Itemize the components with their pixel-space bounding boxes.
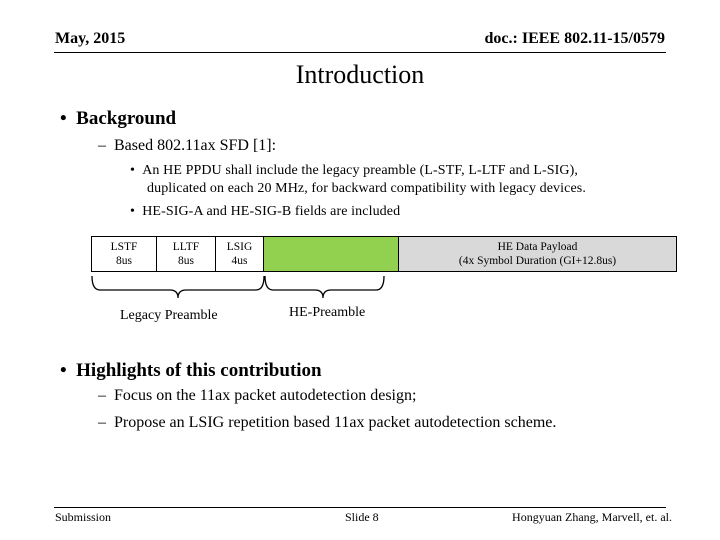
footer-authors: Hongyuan Zhang, Marvell, et. al. [512,510,672,524]
slide-title: Introduction [295,60,425,89]
he-preamble-label: HE-Preamble [289,305,366,320]
field-lltf-dur: 8us [178,255,194,267]
point-1-text: An HE PPDU shall include the legacy preamble (L-STF, L-LTF and L-SIG), [142,163,578,178]
highlight-item-2 [98,414,556,432]
legacy-preamble-label: Legacy Preamble [120,308,218,323]
point-legacy-preamble-cont: duplicated on each 20 MHz, for backward compatibility with legacy devices. [147,181,586,196]
background-label: Background [76,108,177,129]
field-lstf-name: LSTF [110,241,138,253]
dash-marker: – [98,414,114,431]
dot-marker: • [130,204,143,219]
bullet-marker: • [60,360,77,381]
field-lsig-dur: 4us [231,255,248,267]
field-payload-name: HE Data Payload [497,241,578,253]
footer-submission: Submission [55,510,112,524]
header-date: May, 2015 [55,30,126,47]
dash-marker: – [98,387,114,404]
sfd-text: Based 802.11ax SFD [1]: [114,137,277,154]
bullet-highlights [60,360,322,382]
field-lltf-name: LLTF [172,241,200,253]
bullet-marker: • [60,108,77,129]
point-3-text: HE-SIG-A and HE-SIG-B fields are included [142,204,401,219]
field-lsig-name: LSIG [226,241,253,253]
field-lstf-dur: 8us [116,255,132,267]
he-preamble-brace [265,276,384,298]
header-doc-id: doc.: IEEE 802.11-15/0579 [484,30,665,47]
field-payload-dur: (4x Symbol Duration (GI+12.8us) [458,255,617,267]
dash-marker: – [98,137,114,154]
highlights-label: Highlights of this contribution [76,360,322,381]
dot-marker: • [130,163,143,178]
footer-slide-number: Slide 8 [345,510,379,524]
highlight-1-text: Focus on the 11ax packet autodetection design; [114,387,417,404]
legacy-brace [92,276,264,298]
highlight-item-1 [98,387,416,405]
highlight-2-text: Propose an LSIG repetition based 11ax packet autodetection scheme. [114,414,557,431]
footer-rule [54,507,666,508]
